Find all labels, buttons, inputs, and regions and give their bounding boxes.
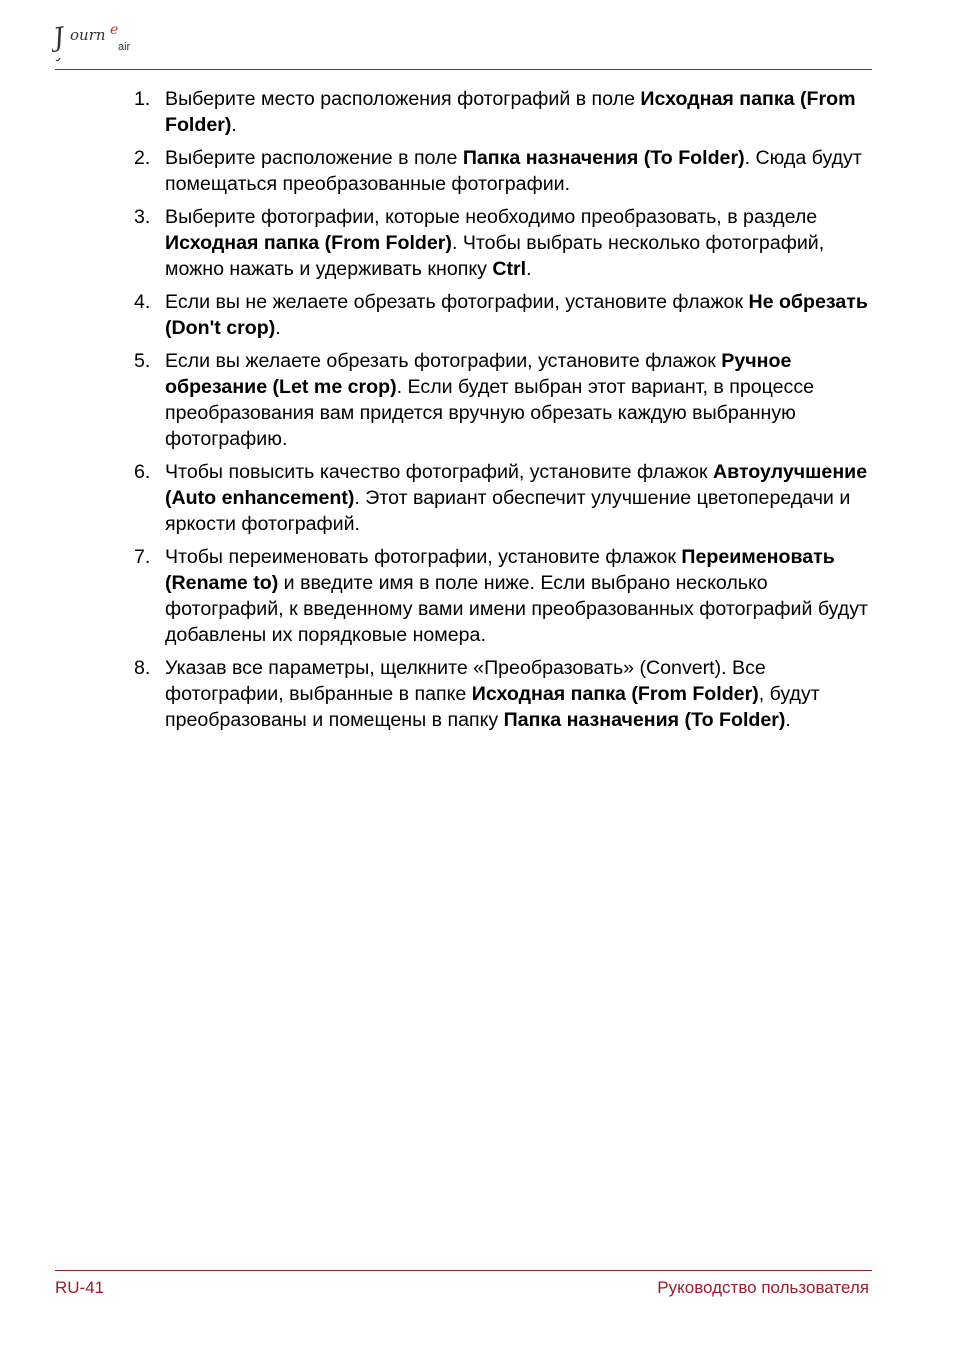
brand-logo xyxy=(52,10,142,66)
list-item-text: Выберите расположение в поле xyxy=(165,147,463,169)
page-number: RU-41 xyxy=(55,1278,105,1297)
bold-term: Папка назначения (To Folder) xyxy=(503,709,786,731)
svg-text:J: J xyxy=(52,22,67,54)
list-item-text: Указав все параметры, щелкните «Преобразовать» (Convert). Все фотографии, выбранные в папке xyxy=(165,657,766,705)
svg-text:e: e xyxy=(110,22,119,38)
list-item-number: 8. xyxy=(134,657,151,679)
list-item-text: Выберите фотографии, которые необходимо преобразовать, в разделе xyxy=(165,206,818,228)
list-item-text: Если вы не желаете обрезать фотографии, установите флажок xyxy=(165,291,749,313)
list-item xyxy=(134,459,874,537)
list-item-number: 7. xyxy=(134,546,151,568)
list-item-text: . xyxy=(231,114,237,136)
list-item-text: , будут преобразованы и помещены в папку xyxy=(165,683,820,731)
list-item-text: . Если будет выбран этот вариант, в процессе преобразования вам придется вручную обрезать каждую выбранную фотографию. xyxy=(165,376,815,450)
footer-rule xyxy=(55,1270,872,1271)
list-item-text: Если вы желаете обрезать фотографии, установите флажок xyxy=(165,350,722,372)
list-item-text: и введите имя в поле ниже. Если выбрано несколько фотографий, к введенному вами имени преобразованных фотографий будут добавлены их порядковые номера. xyxy=(165,572,869,646)
list-item-number: 3. xyxy=(134,206,151,228)
list-item-number: 6. xyxy=(134,461,151,483)
bold-term: Ручное обрезание (Let me crop) xyxy=(165,350,792,398)
header-rule xyxy=(55,69,872,70)
list-item xyxy=(134,204,874,282)
instruction-list xyxy=(134,86,874,740)
bold-term: Ctrl xyxy=(492,258,527,280)
list-item-text: Чтобы повысить качество фотографий, установите флажок xyxy=(165,461,714,483)
list-item-number: 1. xyxy=(134,88,151,110)
list-item-text: . Сюда будут помещаться преобразованные фотографии. xyxy=(165,147,862,195)
list-item-text: . xyxy=(275,317,281,339)
list-item xyxy=(134,86,874,138)
bold-term: Исходная папка (From Folder) xyxy=(471,683,759,705)
list-item-number: 2. xyxy=(134,147,151,169)
bold-term: Исходная папка (From Folder) xyxy=(165,232,452,254)
list-item xyxy=(134,348,874,452)
list-item-text: Чтобы переименовать фотографии, установите флажок xyxy=(165,546,682,568)
list-item xyxy=(134,145,874,197)
list-item xyxy=(134,544,874,648)
list-item-number: 4. xyxy=(134,291,151,313)
svg-text:air: air xyxy=(118,41,131,53)
svg-text:ourn: ourn xyxy=(70,26,106,44)
bold-term: Папка назначения (To Folder) xyxy=(462,147,745,169)
list-item-text: . Чтобы выбрать несколько фотографий, можно нажать и удерживать кнопку xyxy=(165,232,825,280)
list-item xyxy=(134,655,874,733)
bold-term: Исходная папка (From Folder) xyxy=(165,88,856,136)
list-item-number: 5. xyxy=(134,350,151,372)
list-item xyxy=(134,289,874,341)
list-item-text: . xyxy=(785,709,791,731)
bold-term: Переименовать (Rename to) xyxy=(165,546,835,594)
bold-term: Автоулучшение (Auto enhancement) xyxy=(165,461,868,509)
journe-air-logo-icon xyxy=(52,10,142,66)
bold-term: Не обрезать (Don't crop) xyxy=(165,291,868,339)
list-item-text: Выберите место расположения фотографий в поле xyxy=(165,88,641,110)
list-item-text: . xyxy=(526,258,532,280)
list-item-text: . Этот вариант обеспечит улучшение цветопередачи и яркости фотографий. xyxy=(165,487,851,535)
footer-title: Руководство пользователя xyxy=(657,1278,869,1297)
